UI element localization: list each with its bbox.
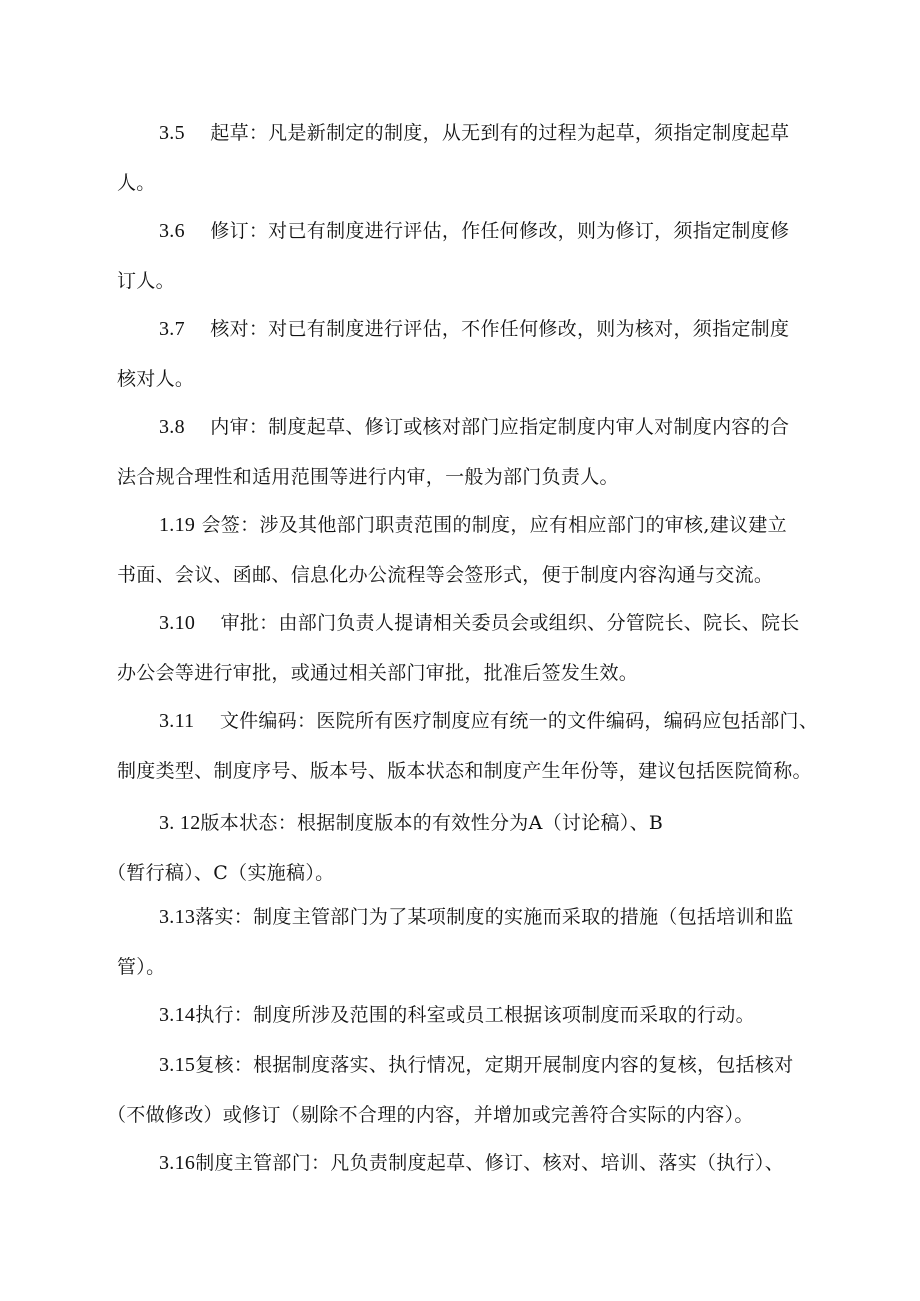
- clause-3-16: [117, 1138, 827, 1188]
- clause-text-continued: 核对人。: [117, 368, 195, 390]
- clause-text-continued: 书面、会议、函邮、信息化办公流程等会签形式，便于制度内容沟通与交流。: [117, 564, 774, 586]
- clause-number: 3.15: [159, 1054, 196, 1076]
- clause-number: 1.19: [159, 514, 196, 536]
- clause-text: 核对：对已有制度进行评估，不作任何修改，则为核对，须指定制度: [210, 318, 790, 340]
- clause-text-continued: 法合规合理性和适用范围等进行内审，一般为部门负责人。: [117, 466, 619, 488]
- clause-number: 3.8: [159, 416, 185, 438]
- clause-number: 3. 12: [159, 812, 201, 834]
- clause-3-5: [117, 108, 827, 208]
- clause-3-10: [117, 598, 827, 698]
- clause-text: 复核：根据制度落实、执行情况，定期开展制度内容的复核，包括核对: [195, 1054, 794, 1076]
- clause-number: 3.6: [159, 220, 185, 242]
- clause-3-8: [117, 402, 827, 502]
- clause-text-continued: 订人。: [117, 270, 175, 292]
- clause-text: 文件编码：医院所有医疗制度应有统一的文件编码，编码应包括部门、: [219, 710, 819, 732]
- clause-text: 内审：制度起草、修订或核对部门应指定制度内审人对制度内容的合: [210, 416, 790, 438]
- clause-text: 版本状态：根据制度版本的有效性分为A（讨论稿）、B: [200, 812, 664, 834]
- clause-text-continued: （暂行稿）、C（实施稿）。: [107, 862, 335, 884]
- clause-3-15: [107, 1040, 827, 1140]
- clause-number: 3.13: [159, 906, 196, 928]
- clause-text: 修订：对已有制度进行评估，作任何修改，则为修订，须指定制度修: [210, 220, 790, 242]
- clause-3-14: [117, 990, 827, 1040]
- clause-3-12: [107, 798, 827, 898]
- clause-text: 起草：凡是新制定的制度，从无到有的过程为起草，须指定制度起草: [210, 122, 790, 144]
- clause-number: 3.16: [159, 1152, 196, 1174]
- clause-1-19: [117, 500, 827, 600]
- clause-text-continued: 办公会等进行审批，或通过相关部门审批，批准后签发生效。: [117, 662, 639, 684]
- clause-3-6: [117, 206, 827, 306]
- clause-text-continued: 人。: [117, 172, 156, 194]
- clause-text: 审批：由部门负责人提请相关委员会或组织、分管院长、院长、院长: [220, 612, 800, 634]
- clause-3-11: [117, 696, 827, 796]
- clause-text: 制度主管部门：凡负责制度起草、修订、核对、培训、落实（执行）、: [195, 1152, 785, 1174]
- clause-number: 3.14: [159, 1004, 196, 1026]
- clause-text-continued: 制度类型、制度序号、版本号、版本状态和制度产生年份等，建议包括医院简称。: [117, 760, 812, 782]
- clause-3-7: [117, 304, 827, 404]
- clause-text-continued: 管）。: [117, 956, 166, 978]
- clause-text-continued: （不做修改）或修订（剔除不合理的内容，并增加或完善符合实际的内容）。: [107, 1104, 754, 1126]
- clause-text: 会签：涉及其他部门职责范围的制度，应有相应部门的审核,建议建立: [201, 514, 787, 536]
- clause-text: 落实：制度主管部门为了某项制度的实施而采取的措施（包括培训和监: [195, 906, 794, 928]
- clause-number: 3.7: [159, 318, 185, 340]
- clause-number: 3.11: [159, 710, 195, 732]
- clause-3-13: [117, 892, 827, 992]
- clause-text: 执行：制度所涉及范围的科室或员工根据该项制度而采取的行动。: [195, 1004, 755, 1026]
- clause-number: 3.10: [159, 612, 196, 634]
- clause-number: 3.5: [159, 122, 185, 144]
